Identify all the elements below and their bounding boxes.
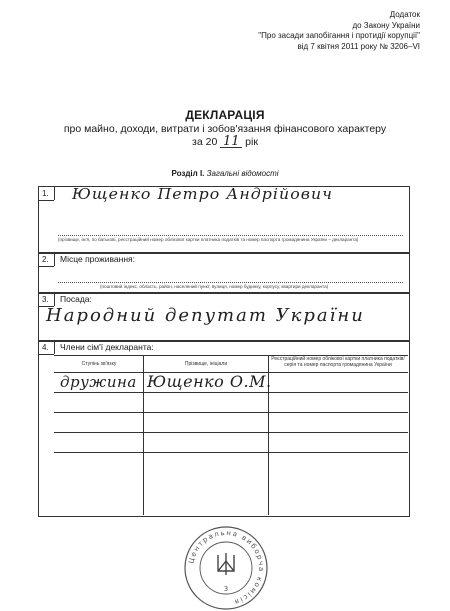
field-2-number: 2.	[42, 255, 49, 264]
field-3-handwritten-position: Народний депутат України	[46, 305, 365, 326]
document-subtitle: про майно, доходи, витрати і зобов'язання фінансового характеру	[63, 123, 387, 135]
family-row-1-name: Ющенко О.М.	[147, 372, 272, 391]
year-prefix: за 20	[192, 136, 218, 148]
appendix-line-4: від 7 квітня 2011 року № 3206–VI	[297, 41, 420, 51]
family-row-1-relation: дружина	[60, 373, 137, 391]
field-2-line	[58, 282, 403, 283]
field-1-number: 1.	[42, 189, 49, 198]
appendix-line-2: до Закону України	[352, 20, 420, 30]
section-heading-title: Загальні відомості	[204, 169, 279, 178]
appendix-line-1: Додаток	[389, 10, 420, 19]
family-table-row-1-line	[54, 392, 408, 393]
seal-text: Центральна виборча комісія	[187, 528, 266, 607]
field-4-label: Члени сім'ї декларанта:	[60, 342, 154, 352]
field-2-number-underline	[38, 266, 54, 267]
field-2-number-divider	[54, 252, 55, 266]
year-line	[0, 136, 450, 148]
document-title: ДЕКЛАРАЦІЯ	[185, 108, 265, 122]
appendix-line-3: "Про засади запобігання і протидії корупції"	[258, 31, 420, 40]
family-table-row-4-line	[54, 452, 408, 453]
year-suffix: рік	[245, 136, 258, 148]
field-4-number-underline	[38, 354, 54, 355]
field-2-label: Місце проживання:	[60, 254, 135, 264]
field-1-number-underline	[38, 200, 54, 201]
family-table-row-2-line	[54, 412, 408, 413]
family-table-header-name: Прізвище, ініціали	[184, 361, 228, 367]
family-table-header-registration: Реєстраційний номер облікової картки платника податків/ серія та номер паспорта громадянина України	[271, 356, 405, 368]
seal-number: 3	[223, 585, 229, 593]
official-seal-icon	[183, 525, 269, 611]
year-handwritten: 11	[220, 136, 242, 148]
field-2-hint: (поштовий індекс, область, район, населений пункт, вулиця, номер будинку, корпусу, квартири декларанта)	[100, 284, 329, 289]
field-3-number-divider	[54, 292, 55, 306]
section-heading	[0, 169, 450, 178]
field-1-line	[58, 235, 403, 236]
section-heading-bold: Розділ І.	[171, 169, 205, 178]
family-table-header-relation: Ступінь зв'язку	[81, 361, 117, 367]
family-table-col-divider-1	[143, 355, 144, 515]
field-3-number: 3.	[42, 295, 49, 304]
field-3-label: Посада:	[60, 294, 92, 304]
field-1-number-divider	[54, 186, 55, 200]
field-4-number: 4.	[42, 343, 49, 352]
field-1-hint: (прізвище, ім'я, по батькові, реєстраційний номер облікової картки платника податків та номер паспорта громадянина України – декларанта)	[58, 237, 359, 242]
trident-icon	[218, 553, 234, 575]
field-1-handwritten-name: Ющенко Петро Андрійович	[72, 185, 334, 203]
family-table-row-3-line	[54, 432, 408, 433]
field-4-number-divider	[54, 340, 55, 354]
appendix-note	[190, 10, 420, 52]
